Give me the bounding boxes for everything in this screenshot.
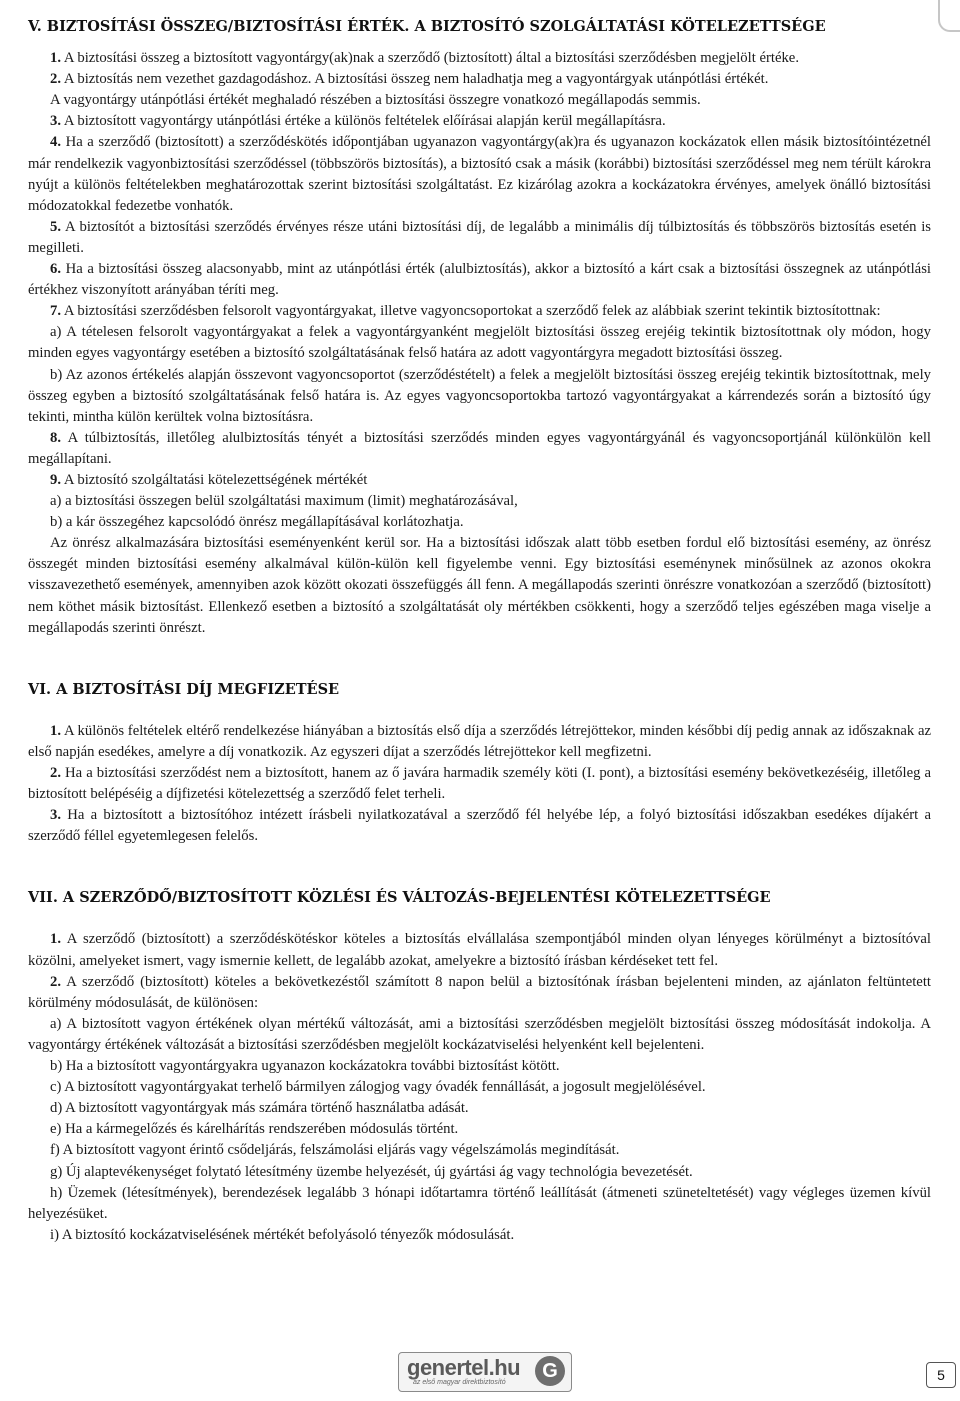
paragraph-text: Az önrész alkalmazására biztosítási eseményenként kerül sor. Ha a biztosítási időszak alatt több esetben fordul elő biztosítási esemény, az önrész összegét minden biztosítási esemény alkalmával külön-külön kell figyelembe venni. Egy biztosítási eseménynek minősülnek az azonos okokra visszavezethető események, amennyiben azok között okozati összefüggés áll fenn. A megállapodás szerinti önrészre vonatkozóan a szerződő (biztosított) nem köthet másik biztosítást. Ellenkező esetben a biztosító a szolgáltatását oly mértékben csökkenti, hogy a szerződő teljes egészében maga viselje a megállapodás szerinti önrészt. <box>28 535 931 636</box>
paragraph-text: b) a kár összegéhez kapcsolódó önrész megállapításával korlátozhatja. <box>50 514 464 531</box>
paragraph-text: A biztosítási összeg a biztosított vagyontárgy(ak)nak a szerződő (biztosított) által a biztosítási szerződésben megjelölt értéke. <box>63 50 799 67</box>
section-title: VI. A BIZTOSÍTÁSI DÍJ MEGFIZETÉSE <box>28 680 340 698</box>
paragraph-number: 9. <box>50 471 62 488</box>
paragraph-text: i) A biztosító kockázatviselésének mértékét befolyásoló tényezők módosulását. <box>50 1226 515 1243</box>
paragraph-number: 4. <box>50 134 62 151</box>
paragraph-text: b) Az azonos értékelés alapján összevont vagyoncsoportot (szerződéstételt) a felek a megjelölt biztosítási összeg erejéig tekintik biztosítottnak, mely összeg egyben a biztosító szolgáltatásának felső határa is. Az egyes vagyoncsoportokba tartozó vagyontárgyakat a kárrendezés során a biztosító úgy tekinti, mintha külön kerültek volna biztosításra. <box>28 366 931 425</box>
paragraph-text: A túlbiztosítás, illetőleg alulbiztosítás tényét a biztosítási szerződés minden egyes vagyontárgyánál és vagyoncsoportjánál különkülön kell megállapítani. <box>28 429 931 467</box>
paragraph <box>28 1098 931 1119</box>
paragraph-number: 2. <box>50 765 62 781</box>
paragraph <box>28 1056 931 1077</box>
paragraph <box>28 365 931 428</box>
paragraph-text: A szerződő (biztosított) köteles a bekövetkezéstől számított 8 napon belül a biztosítónak írásban bejelenteni minden, az ajánlaton feltüntetett körülmény módosulását, de különösen: <box>28 973 931 1011</box>
paragraph-text: A biztosítás nem vezethet gazdagodáshoz. A biztosítási összeg nem haladhatja meg a vagyontárgyak utánpótlási értékét. <box>63 71 769 88</box>
paragraph <box>28 428 931 470</box>
paragraph-text: a) A biztosított vagyon értékének olyan mértékű változását, ami a biztosítási szerződésben megjelölt biztosítási összeg módosítását indokolja. A vagyontárgy értékének változását a biztosítási szerződésben megjelölt kockázatviselési helyenként kell bejelenteni. <box>28 1015 931 1053</box>
paragraph <box>28 48 931 69</box>
paragraph-text: A biztosítót a biztosítási szerződés érvényes része utáni biztosítási díj, de legalább a minimális díj túlbiztosítás és többszörös biztosítás esetén is megilleti. <box>28 218 931 256</box>
paragraph <box>28 512 931 533</box>
paragraph <box>28 1077 931 1098</box>
paragraph-text: h) Üzemek (létesítmények), berendezések legalább 3 hónapi időtartamra történő leállítását (átmeneti szüneteltetését) vagy végleges üzemen kívül helyezésüket. <box>28 1184 931 1222</box>
paragraph-text: g) Új alaptevékenységet folytató létesítmény üzembe helyezését, új gyártási ág vagy technológia bevezetését. <box>50 1163 693 1180</box>
paragraph-text: b) Ha a biztosított vagyontárgyakra ugyanazon kockázatokra további biztosítást kötött. <box>50 1058 560 1075</box>
paragraph-number: 3. <box>50 113 62 130</box>
paragraph <box>28 721 931 763</box>
paragraph <box>28 217 931 259</box>
paragraph-number: 1. <box>50 722 62 739</box>
paragraph-text: A szerződő (biztosított) a szerződéskötéskor köteles a biztosítás elvállalása szempontjából minden olyan lényeges körülményt a biztosítóval közölni, amelyeket ismert, vagy ismernie kellett, de legalább azokat, amelyekre a biztosító írásban kérdéseket tett fel. <box>28 931 931 969</box>
section-title: VII. A SZERZŐDŐ/BIZTOSÍTOTT KÖZLÉSI ÉS VÁLTOZÁS-BEJELENTÉSI KÖTELEZETTSÉGE <box>28 889 771 907</box>
page-corner-decoration <box>938 0 960 32</box>
paragraph-text: Ha a szerződő (biztosított) a szerződéskötés időpontjában ugyanazon vagyontárgy(ak)ra és ugyanazon kockázatok ellen másik biztosítóintézetnél már rendelkezik vagyonbiztosítási szerződéssel (többszörös biztosítás), a biztosító csak a másik (korábbi) biztosítási szerződéssel meg nem térült károkra nyújt a különös feltételekben meghatározottak szerint biztosítási szolgáltatást. Ez kizárólag azokra a kockázatokra érvényes, amelyek önálló biztosítási módozatokkal fedezetbe vonhatók. <box>28 134 932 214</box>
paragraph-text: Ha a biztosított a biztosítóhoz intézett írásbeli nyilatkozatával a szerződő fél helyébe lép, a folyó biztosítási időszakban esedékes díjakért a szerződő féllel egyetemlegesen felelős. <box>28 807 931 845</box>
paragraph <box>28 1119 931 1140</box>
paragraph <box>28 763 931 805</box>
paragraph <box>28 111 931 132</box>
paragraph-text: e) Ha a kármegelőzés és kárelhárítás rendszerében módosulás történt. <box>50 1121 459 1138</box>
paragraph-number: 7. <box>50 303 62 320</box>
paragraph <box>28 322 931 364</box>
logo-wordmark: genertel.hu <box>407 1355 521 1380</box>
paragraph <box>28 491 931 512</box>
paragraph-number: 2. <box>50 71 62 88</box>
genertel-logo <box>398 1352 572 1392</box>
paragraph <box>28 1140 931 1161</box>
paragraph <box>28 470 931 491</box>
section-body <box>28 929 931 1245</box>
section-title: V. BIZTOSÍTÁSI ÖSSZEG/BIZTOSÍTÁSI ÉRTÉK. A BIZTOSÍTÓ SZOLGÁLTATÁSI KÖTELEZETTSÉGE <box>28 18 826 35</box>
section-body <box>28 721 931 848</box>
paragraph-text: A biztosított vagyontárgy utánpótlási értéke a különös feltételek előírásai alapján kerül megállapításra. <box>63 113 666 130</box>
paragraph <box>28 132 931 216</box>
paragraph-text: A biztosítási szerződésben felsorolt vagyontárgyakat, illetve vagyoncsoportokat a szerződő felek az alábbiak szerint tekintik biztosítottnak: <box>63 303 881 320</box>
document-body <box>28 16 931 1246</box>
paragraph-text: c) A biztosított vagyontárgyakat terhelő bármilyen zálogjog vagy óvadék fennállását, a jogosult megjelölésével. <box>50 1079 706 1096</box>
paragraph-number: 1. <box>50 931 62 948</box>
paragraph <box>28 533 931 638</box>
section-body <box>28 48 931 639</box>
paragraph-text: a) a biztosítási összegen belül szolgáltatási maximum (limit) meghatározásával, <box>50 493 518 510</box>
paragraph <box>28 1183 931 1225</box>
paragraph <box>28 1225 931 1246</box>
paragraph-text: A vagyontárgy utánpótlási értékét meghaladó részében a biztosítási összegre vonatkozó megállapodás semmis. <box>50 92 701 109</box>
paragraph <box>28 1014 931 1056</box>
paragraph-number: 8. <box>50 429 62 446</box>
paragraph <box>28 805 931 847</box>
paragraph <box>28 1162 931 1183</box>
logo-tagline: az első magyar direktbiztosító <box>413 1379 506 1386</box>
paragraph <box>28 259 931 301</box>
paragraph <box>28 972 931 1014</box>
paragraph <box>28 301 931 322</box>
paragraph-number: 6. <box>50 261 62 278</box>
paragraph-text: A különös feltételek eltérő rendelkezése hiányában a biztosítás első díja a szerződés létrejöttekor, minden későbbi díj pedig annak az időszaknak az első napján esedékes, amelyre a díj vonatkozik. Az egyszeri díjat a szerződés létrejöttekor kell megfizetni. <box>28 722 931 760</box>
paragraph <box>28 90 931 111</box>
paragraph-text: f) A biztosított vagyont érintő csődeljárás, felszámolási eljárás vagy végelszámolás megindítását. <box>50 1142 620 1159</box>
paragraph-number: 5. <box>50 218 62 235</box>
paragraph-text: Ha a biztosítási szerződést nem a biztosított, hanem az ő javára harmadik személy köti (I. pont), a biztosítási esemény bekövetkezéséig, illetőleg a biztosított belépéséig a díjfizetési kötelezettség a szerződő felet terheli. <box>28 765 931 803</box>
paragraph <box>28 69 931 90</box>
paragraph <box>28 929 931 971</box>
paragraph-number: 3. <box>50 807 62 824</box>
paragraph-text: a) A tételesen felsorolt vagyontárgyakat a felek a vagyontárgyanként megjelölt biztosítási összeg erejéig tekintik biztosítottnak oly módon, hogy minden egyes vagyontárgy esetében a biztosító szolgáltatásának felső határa az adott vagyontárgyra megadott biztosítási összeg. <box>28 324 931 362</box>
logo-g-icon: G <box>535 1356 565 1386</box>
paragraph-text: d) A biztosított vagyontárgyak más számára történő használatba adását. <box>50 1100 469 1117</box>
paragraph-number: 1. <box>50 50 62 67</box>
paragraph-number: 2. <box>50 973 62 990</box>
paragraph-text: Ha a biztosítási összeg alacsonyabb, mint az utánpótlási érték (alulbiztosítás), akkor a biztosító a kárt csak a biztosítási összegnek az utánpótlási értékhez viszonyított arányában téríti meg. <box>28 261 931 299</box>
paragraph-text: A biztosító szolgáltatási kötelezettségének mértékét <box>63 471 368 488</box>
page-number: 5 <box>926 1362 956 1388</box>
